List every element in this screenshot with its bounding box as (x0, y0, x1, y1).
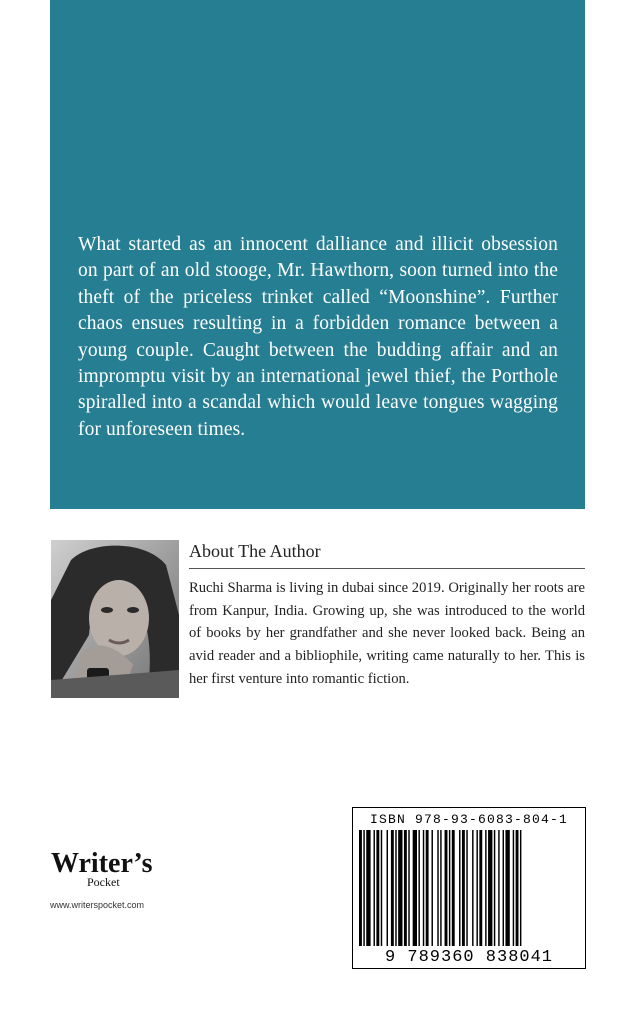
author-bio: Ruchi Sharma is living in dubai since 2019. Originally her roots are from Kanpur, India. Growing up, she was introduced to the world of books by her grandfather and she never looked back. Being an avid reader and a bibliophile, writing came naturally to her. This is her first venture into romantic fiction. (189, 580, 585, 687)
publisher-url: www.writerspocket.com (50, 900, 145, 910)
barcode-bar (398, 830, 402, 946)
barcode-bar (432, 830, 433, 946)
barcode-bar (466, 830, 467, 946)
barcode-bar (418, 830, 419, 946)
barcode-bar (452, 830, 455, 946)
barcode-bar (449, 830, 450, 946)
barcode-bar (387, 830, 388, 946)
logo-wordmark: Writer’s (51, 848, 153, 879)
barcode-bar (472, 830, 473, 946)
author-portrait-image (51, 540, 179, 698)
barcode-bar (513, 830, 514, 946)
blurb-panel (50, 0, 585, 509)
barcode-bar (520, 830, 521, 946)
barcode-bar (488, 830, 492, 946)
barcode-digits: 9 789360 838041 (384, 948, 554, 967)
barcode-bar (503, 830, 504, 946)
barcode-bar (459, 830, 460, 946)
barcode-bar (516, 830, 519, 946)
barcode-bar (485, 830, 486, 946)
author-photo (51, 540, 179, 698)
barcode-bar (408, 830, 409, 946)
isbn-barcode (352, 807, 586, 969)
barcode-bar (359, 830, 362, 946)
barcode-bar (479, 830, 482, 946)
blurb-text: What started as an innocent dalliance and illicit obsession on part of an old stooge, Mr. Hawthorn, soon turned into the theft of the priceless trinket called “Moonshine”. Further chaos ensues resulting in a forbidden romance between a young couple. Caught between the budding affair and an impromptu visit by an international jewel thief, the Porthole spiralled into a scandal which would leave tongues wagging for unforeseen times. (78, 234, 558, 440)
barcode-bar (426, 830, 429, 946)
logo-subword: Pocket (87, 875, 120, 889)
barcode-bar (376, 830, 379, 946)
barcode-bar (374, 830, 375, 946)
barcode-bar (498, 830, 499, 946)
barcode-bar (476, 830, 477, 946)
barcode-bar (391, 830, 394, 946)
barcode-bar (404, 830, 407, 946)
barcode-bar (366, 830, 370, 946)
about-author-heading: About The Author (189, 541, 321, 561)
barcode-bar (423, 830, 424, 946)
barcode-bars (359, 830, 581, 946)
heading-divider (189, 568, 585, 569)
barcode-bar (494, 830, 495, 946)
barcode-bar (462, 830, 465, 946)
barcode-bar (395, 830, 396, 946)
barcode-bar (381, 830, 382, 946)
barcode-bar (440, 830, 441, 946)
barcode-bar (363, 830, 364, 946)
isbn-label: ISBN 978-93-6083-804-1 (369, 812, 569, 827)
barcode-bar (413, 830, 417, 946)
barcode-bar (505, 830, 509, 946)
barcode-bar (445, 830, 448, 946)
barcode-bar (437, 830, 438, 946)
